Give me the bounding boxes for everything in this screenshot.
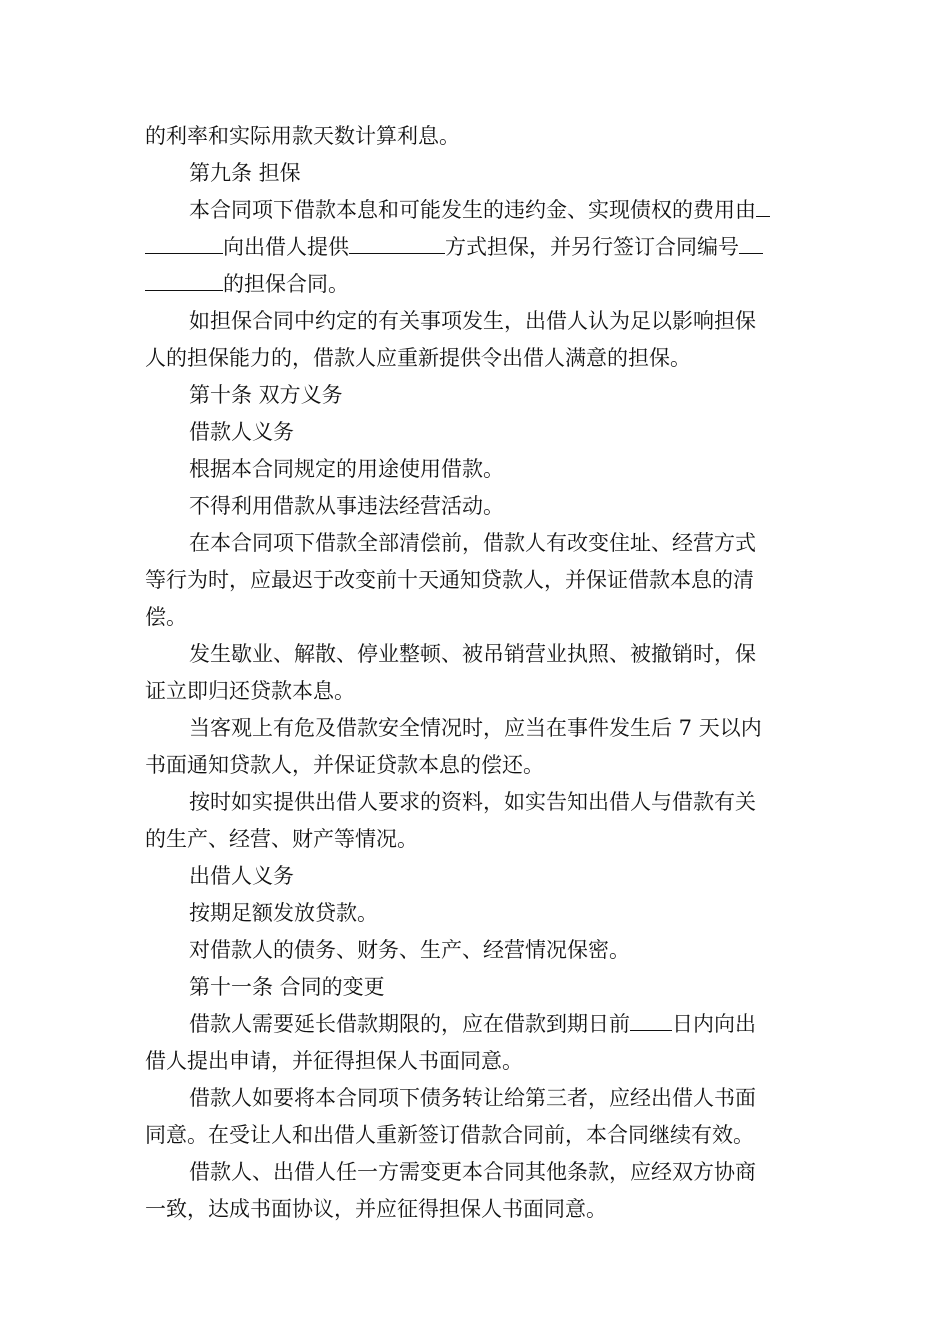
paragraph-line [145, 562, 810, 599]
text: 出借人义务 [189, 864, 294, 888]
text: 借人提出申请，并征得担保人书面同意。 [145, 1049, 523, 1073]
paragraph-line [145, 1191, 810, 1228]
section-heading-10 [145, 377, 810, 414]
text: 借款人需要延长借款期限的，应在借款到期日前 [189, 1012, 630, 1036]
contract-body [145, 118, 810, 1228]
paragraph-line [145, 932, 810, 969]
text: 根据本合同规定的用途使用借款。 [189, 457, 504, 481]
text: 向出借人提供 [223, 235, 349, 259]
blank-field [739, 231, 763, 254]
text: 按时如实提供出借人要求的资料，如实告知出借人与借款有关 [189, 790, 756, 814]
paragraph-line [145, 340, 810, 377]
text: 在本合同项下借款全部清偿前，借款人有改变住址、经营方式 [189, 531, 756, 555]
text: 书面通知贷款人，并保证贷款本息的偿还。 [145, 753, 544, 777]
paragraph-line [145, 488, 810, 525]
text: 等行为时，应最迟于改变前十天通知贷款人，并保证借款本息的清 [145, 568, 754, 592]
paragraph-line [145, 747, 810, 784]
text: 的生产、经营、财产等情况。 [145, 827, 418, 851]
heading-text: 第九条 担保 [189, 161, 301, 185]
paragraph-line [145, 451, 810, 488]
paragraph-line [145, 118, 810, 155]
text: 借款人、出借人任一方需变更本合同其他条款，应经双方协商 [189, 1160, 756, 1184]
text: 方式担保，并另行签订合同编号 [445, 235, 739, 259]
paragraph-line [145, 192, 810, 229]
subheading [145, 414, 810, 451]
paragraph-line [145, 229, 810, 266]
text: 证立即归还贷款本息。 [145, 679, 355, 703]
text: 同意。在受让人和出借人重新签订借款合同前，本合同继续有效。 [145, 1123, 754, 1147]
heading-text: 第十一条 合同的变更 [189, 975, 385, 999]
paragraph-line [145, 784, 810, 821]
paragraph-line [145, 303, 810, 340]
paragraph-line [145, 821, 810, 858]
text: 借款人义务 [189, 420, 294, 444]
text: 的担保合同。 [223, 272, 349, 296]
paragraph-line [145, 895, 810, 932]
paragraph-line [145, 1006, 810, 1043]
text: 对借款人的债务、财务、生产、经营情况保密。 [189, 938, 630, 962]
text: 借款人如要将本合同项下债务转让给第三者，应经出借人书面 [189, 1086, 756, 1110]
paragraph-line [145, 636, 810, 673]
text: 当客观上有危及借款安全情况时，应当在事件发生后 7 天以内 [189, 716, 762, 740]
section-heading-9 [145, 155, 810, 192]
blank-field [145, 231, 223, 254]
blank-field [145, 268, 223, 291]
paragraph-line [145, 1080, 810, 1117]
paragraph-line [145, 710, 810, 747]
blank-field [349, 231, 445, 254]
text: 如担保合同中约定的有关事项发生，出借人认为足以影响担保 [189, 309, 756, 333]
paragraph-line [145, 599, 810, 636]
blank-field [756, 194, 770, 217]
section-heading-11 [145, 969, 810, 1006]
text: 发生歇业、解散、停业整顿、被吊销营业执照、被撤销时，保 [189, 642, 756, 666]
paragraph-line [145, 1117, 810, 1154]
text: 按期足额发放贷款。 [189, 901, 378, 925]
subheading [145, 858, 810, 895]
text: 人的担保能力的，借款人应重新提供令出借人满意的担保。 [145, 346, 691, 370]
paragraph-line [145, 266, 810, 303]
text: 日内向出 [672, 1012, 756, 1036]
blank-field [630, 1008, 672, 1031]
heading-text: 第十条 双方义务 [189, 383, 343, 407]
text: 一致，达成书面协议，并应征得担保人书面同意。 [145, 1197, 607, 1221]
paragraph-line [145, 1154, 810, 1191]
text: 不得利用借款从事违法经营活动。 [189, 494, 504, 518]
paragraph-line [145, 525, 810, 562]
text: 本合同项下借款本息和可能发生的违约金、实现债权的费用由 [189, 198, 756, 222]
paragraph-line [145, 1043, 810, 1080]
text: 的利率和实际用款天数计算利息。 [145, 124, 460, 148]
paragraph-line [145, 673, 810, 710]
text: 偿。 [145, 605, 187, 629]
